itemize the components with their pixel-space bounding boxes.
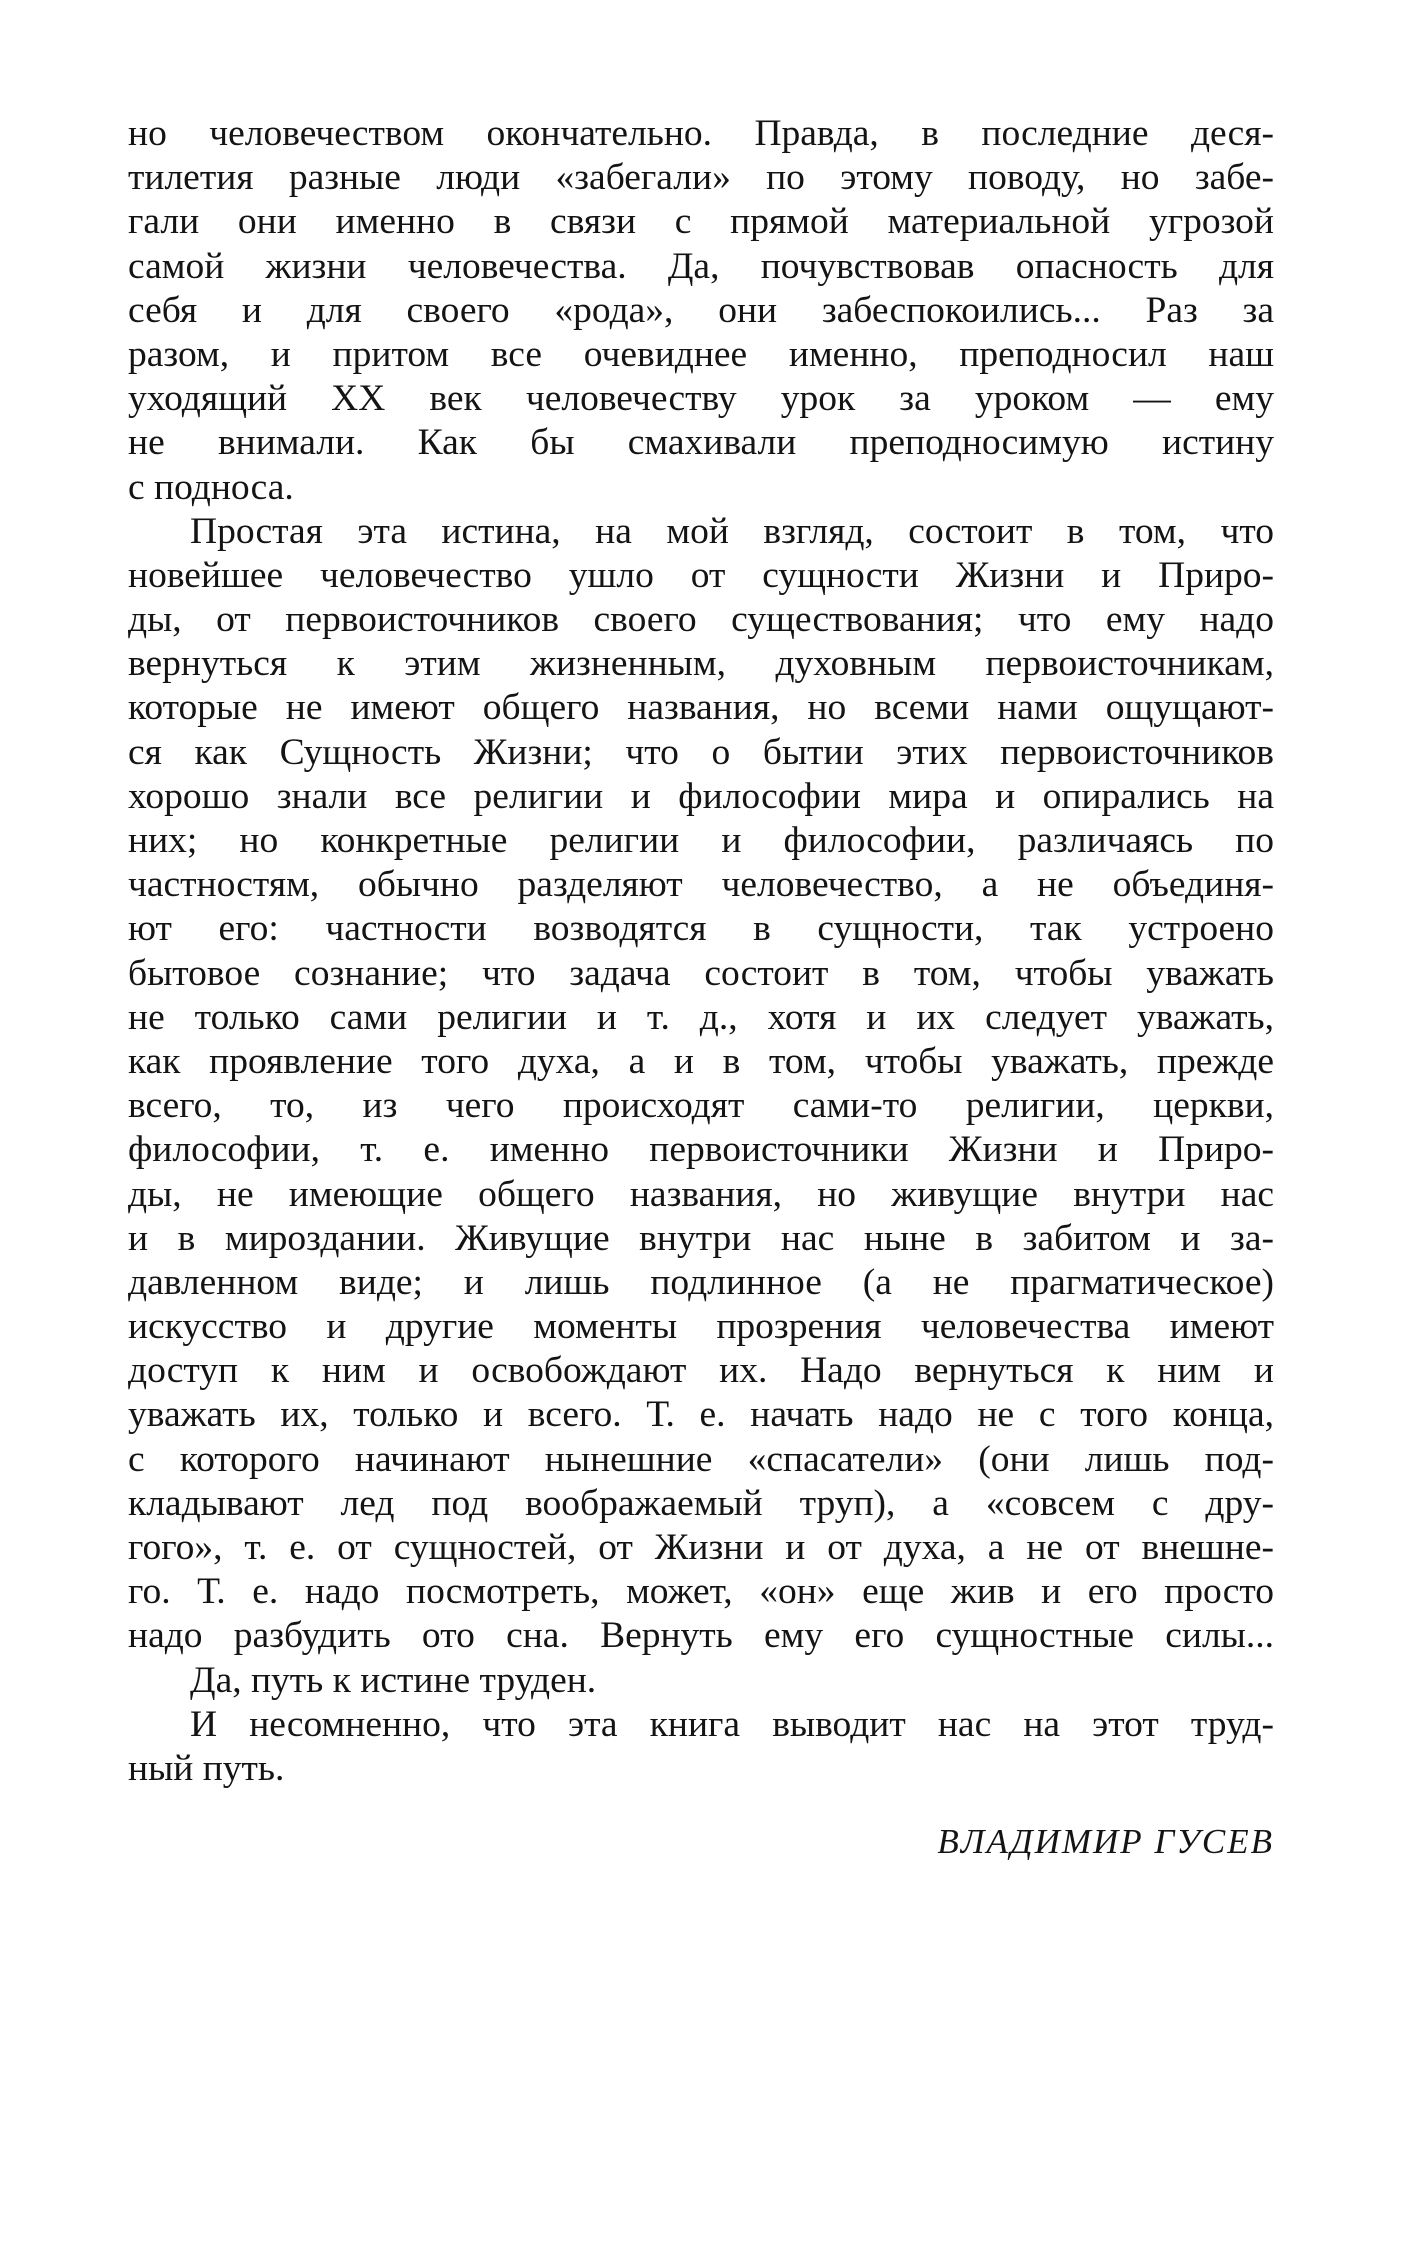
text-line: уважать их, только и всего. Т. е. начать надо не с того конца, bbox=[128, 1394, 1274, 1436]
text-line: которые не имеют общего названия, но всеми нами ощущают- bbox=[128, 687, 1274, 729]
text-line: не внимали. Как бы смахивали преподносимую истину bbox=[128, 422, 1274, 464]
text-line: с подноса. bbox=[128, 466, 294, 508]
text-line: тилетия разные люди «забегали» по этому поводу, но забе- bbox=[128, 157, 1274, 199]
text-line: гали они именно в связи с прямой материальной угрозой bbox=[128, 201, 1274, 243]
text-line: разом, и притом все очевиднее именно, преподносил наш bbox=[128, 333, 1274, 375]
text-line: ют его: частности возводятся в сущности, так устроено bbox=[128, 908, 1274, 950]
text-line: ся как Сущность Жизни; что о бытии этих первоисточников bbox=[128, 731, 1274, 773]
text-line: Простая эта истина, на мой взгляд, состоит в том, что bbox=[190, 510, 1274, 552]
text-line: новейшее человечество ушло от сущности Жизни и Приро- bbox=[128, 554, 1274, 596]
paragraph-2 bbox=[128, 510, 1274, 1659]
text-line: ды, не имеющие общего названия, но живущие внутри нас bbox=[128, 1173, 1274, 1215]
text-line: Да, путь к истине труден. bbox=[190, 1659, 597, 1701]
text-line: кладывают лед под воображаемый труп), а «совсем с дру- bbox=[128, 1482, 1274, 1524]
paragraph-1 bbox=[128, 112, 1274, 510]
text-line: бытовое сознание; что задача состоит в том, чтобы уважать bbox=[128, 952, 1274, 994]
author-signature: ВЛАДИМИР ГУСЕВ bbox=[937, 1822, 1274, 1861]
text-line: но человечеством окончательно. Правда, в последние деся- bbox=[128, 113, 1274, 154]
text-line: гого», т. е. от сущностей, от Жизни и от духа, а не от внешне- bbox=[128, 1527, 1274, 1568]
paragraph-3 bbox=[128, 1659, 1274, 1703]
text-line: уходящий XX век человечеству урок за уроком — ему bbox=[128, 378, 1274, 420]
text-line: философии, т. е. именно первоисточники Жизни и Приро- bbox=[128, 1129, 1274, 1171]
text-line: го. Т. е. надо посмотреть, может, «он» еще жив и его просто bbox=[128, 1571, 1274, 1613]
text-line: доступ к ним и освобождают их. Надо вернуться к ним и bbox=[128, 1350, 1274, 1392]
text-line: не только сами религии и т. д., хотя и их следует уважать, bbox=[128, 996, 1274, 1038]
text-line: частностям, обычно разделяют человечество, а не объединя- bbox=[128, 864, 1274, 906]
text-line: ды, от первоисточников своего существования; что ему надо bbox=[128, 599, 1274, 641]
text-line: ный путь. bbox=[128, 1747, 285, 1789]
text-line: себя и для своего «рода», они забеспокоились... Раз за bbox=[128, 289, 1274, 331]
text-line: И несомненно, что эта книга выводит нас на этот труд- bbox=[190, 1703, 1274, 1745]
page-body bbox=[128, 112, 1274, 1791]
text-line: надо разбудить ото сна. Вернуть ему его сущностные силы... bbox=[128, 1615, 1274, 1657]
paragraph-4 bbox=[128, 1703, 1274, 1791]
text-line: самой жизни человечества. Да, почувствовав опасность для bbox=[128, 245, 1274, 287]
text-line: и в мироздании. Живущие внутри нас ныне в забитом и за- bbox=[128, 1217, 1274, 1259]
text-line: всего, то, из чего происходят сами-то религии, церкви, bbox=[128, 1085, 1274, 1127]
text-line: них; но конкретные религии и философии, различаясь по bbox=[128, 820, 1274, 861]
text-line: давленном виде; и лишь подлинное (а не прагматическое) bbox=[128, 1261, 1274, 1303]
text-line: как проявление того духа, а и в том, чтобы уважать, прежде bbox=[128, 1040, 1274, 1082]
text-line: вернуться к этим жизненным, духовным первоисточникам, bbox=[128, 643, 1274, 685]
text-line: искусство и другие моменты прозрения человечества имеют bbox=[128, 1306, 1274, 1348]
text-line: хорошо знали все религии и философии мира и опирались на bbox=[128, 775, 1274, 817]
text-line: с которого начинают нынешние «спасатели» (они лишь под- bbox=[128, 1438, 1274, 1480]
